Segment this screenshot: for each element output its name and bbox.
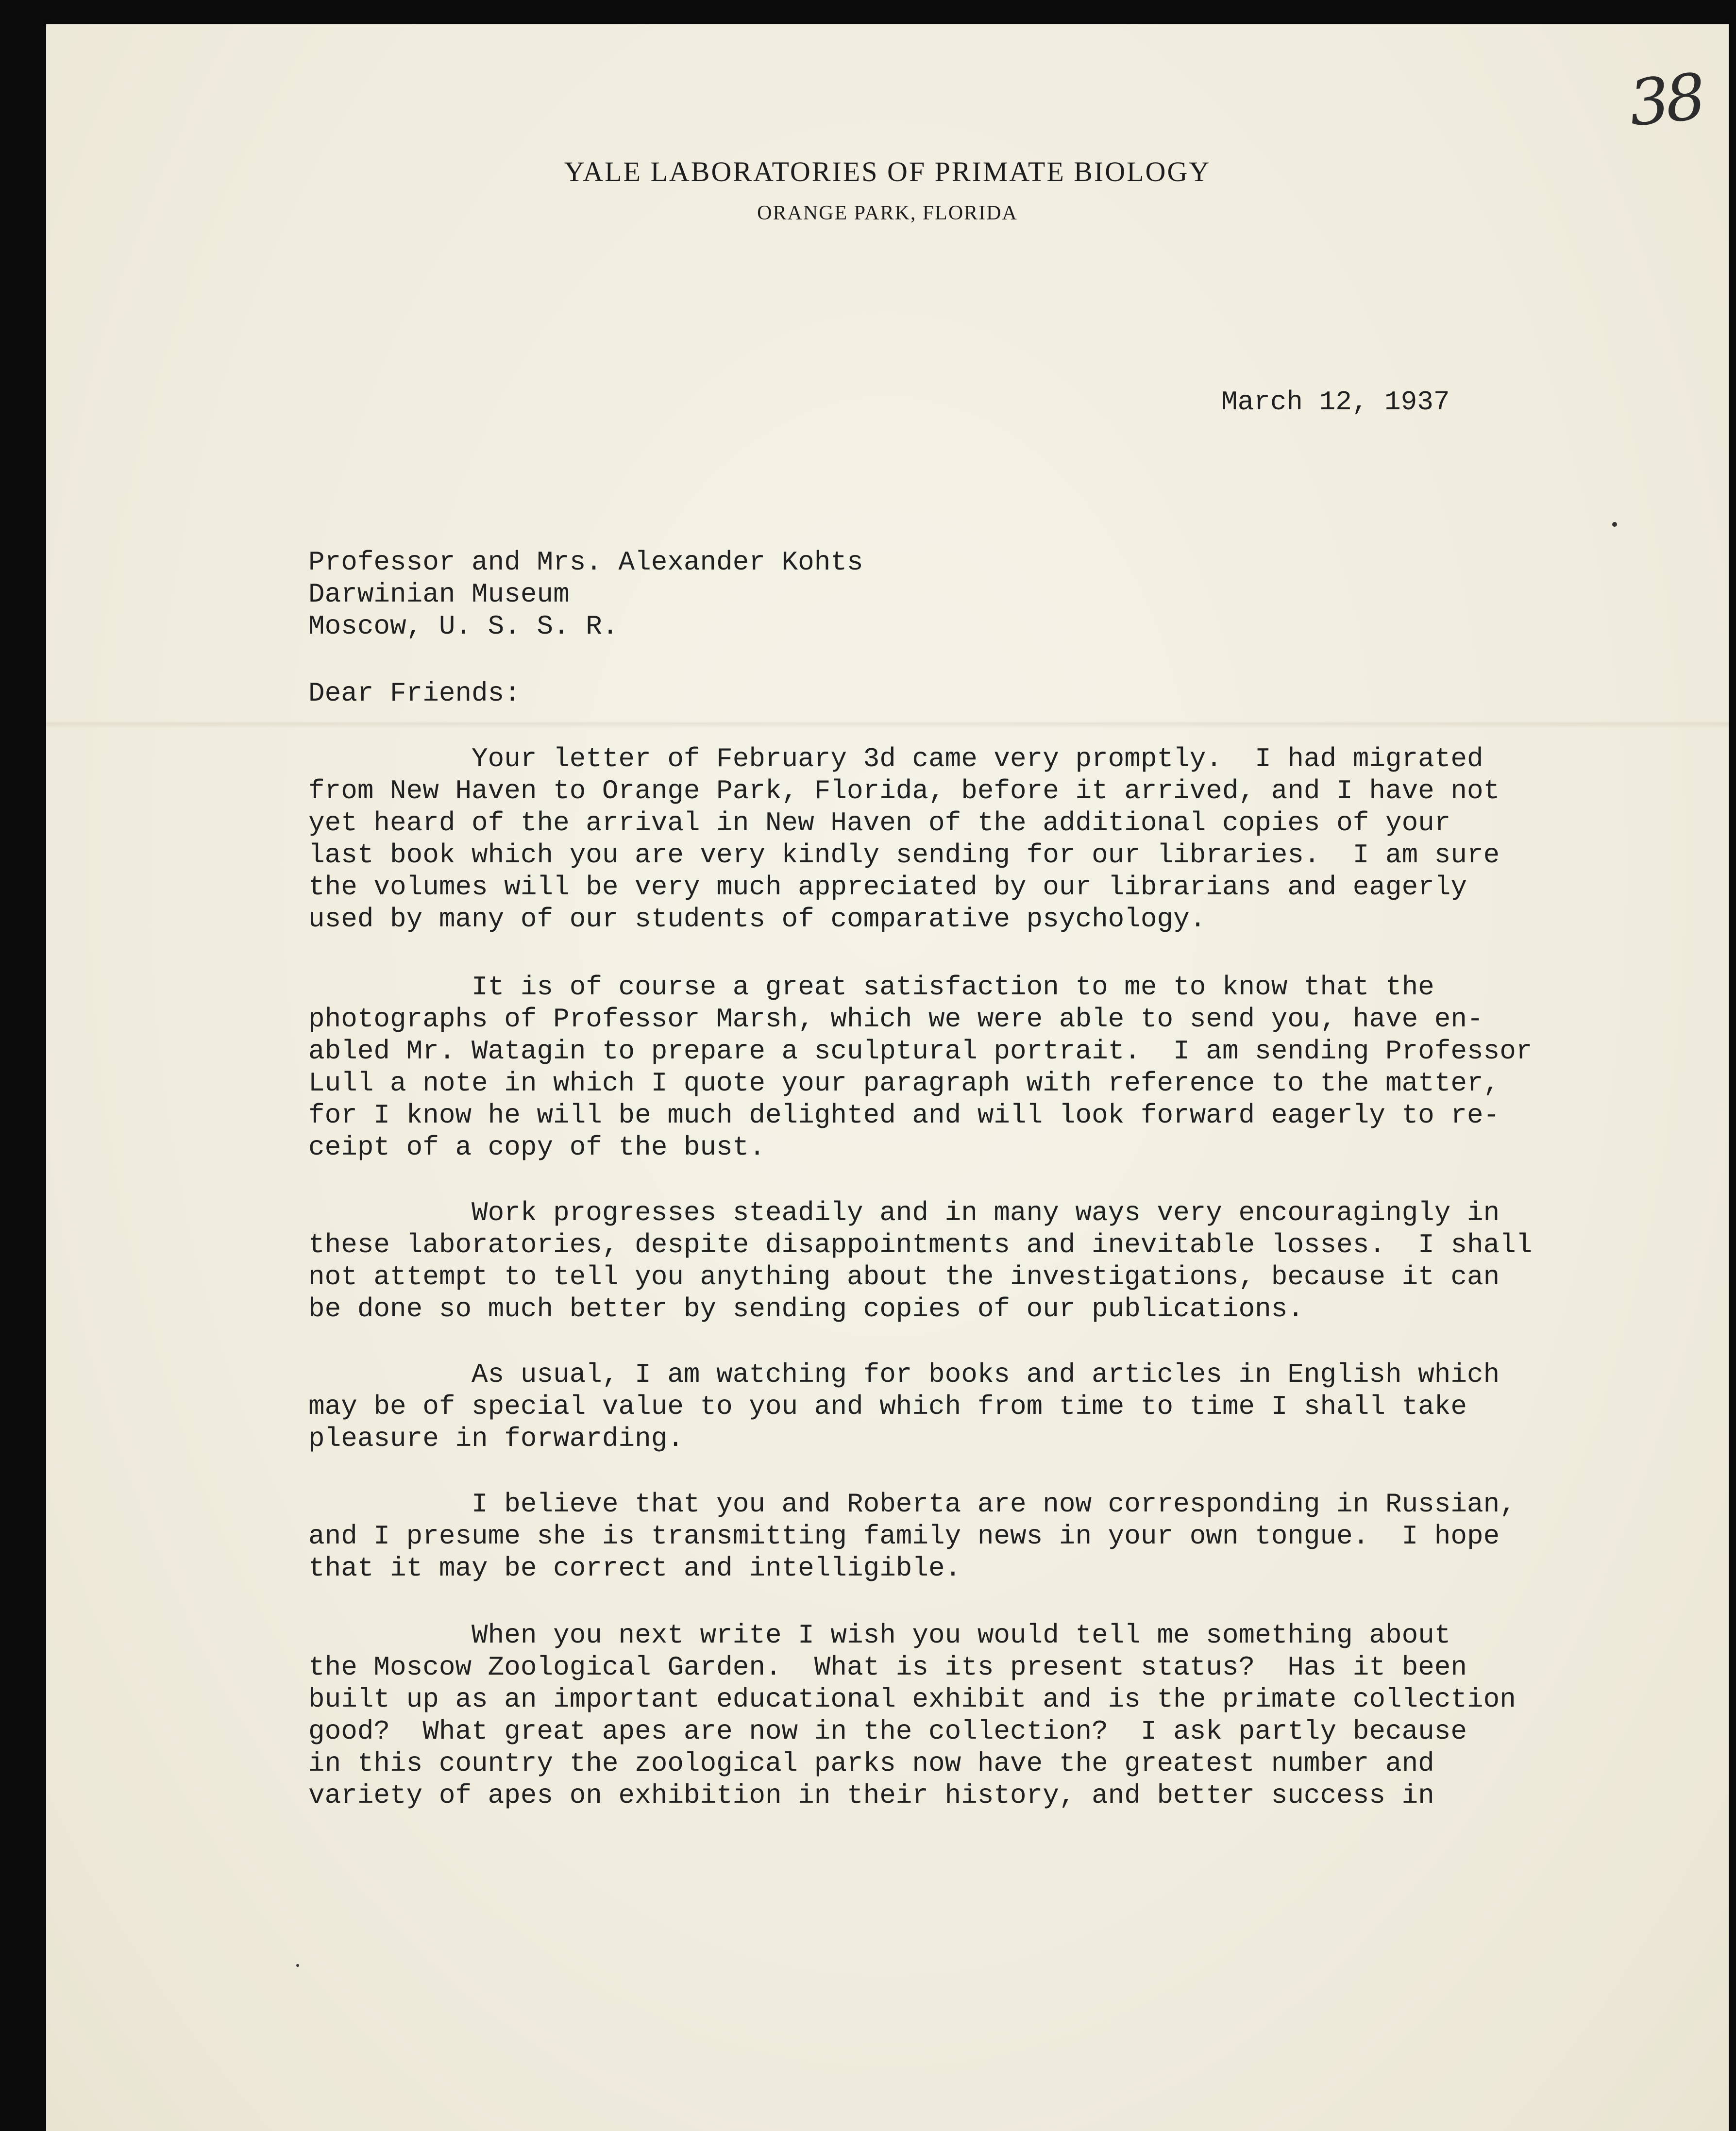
- letter-date: March 12, 1937: [1221, 386, 1450, 418]
- body-paragraph-3: Work progresses steadily and in many ways very encouragingly in these laboratories, despite disappointments and inevitable losses. I shall not attempt to tell you anything about the investigations, because it can be done so much better by sending copies of our publications.: [308, 1197, 1533, 1325]
- body-paragraph-6: When you next write I wish you would tell me something about the Moscow Zoological Garden. What is its present status? Has it been built up as an important educational exhibit and is the primate collection good? What great apes are now in the collection? I ask partly because in this country the zoological parks now have the greatest number and variety of apes on exhibition in their history, and better success in: [308, 1620, 1516, 1811]
- body-paragraph-5: I believe that you and Roberta are now corresponding in Russian, and I presume she is transmitting family news in your own tongue. I hope that it may be correct and intelligible.: [308, 1489, 1516, 1584]
- letter-page: [46, 24, 1729, 2131]
- address-line-3: Moscow, U. S. S. R.: [308, 611, 619, 642]
- address-line-2: Darwinian Museum: [308, 579, 570, 610]
- body-paragraph-2: It is of course a great satisfaction to me to know that the photographs of Professor Marsh, which we were able to send you, have en- abled Mr. Watagin to prepare a sculptural portrait. I am sending Professor Lull a note in which I quote your paragraph with reference to the matter, for I know he will be much delighted and will look forward eagerly to re- ceipt of a copy of the bust.: [308, 972, 1533, 1163]
- paper-speck: [296, 1964, 299, 1967]
- recipient-address: [308, 546, 863, 642]
- letterhead-institution: YALE LABORATORIES OF PRIMATE BIOLOGY: [564, 156, 1211, 187]
- salutation: Dear Friends:: [308, 678, 521, 709]
- body-paragraph-1: Your letter of February 3d came very promptly. I had migrated from New Haven to Orange Park, Florida, before it arrived, and I have not yet heard of the arrival in New Haven of the additional copies of your last book which you are very kindly sending for our libraries. I am sure the volumes will be very much appreciated by our librarians and eagerly used by many of our students of comparative psychology.: [308, 743, 1500, 935]
- body-paragraph-4: As usual, I am watching for books and articles in English which may be of special value to you and which from time to time I shall take pleasure in forwarding.: [308, 1359, 1500, 1454]
- archive-number-mark: 38: [1625, 59, 1705, 141]
- letterhead-location: ORANGE PARK, FLORIDA: [757, 202, 1018, 224]
- paper-speck: [1612, 522, 1617, 527]
- address-line-1: Professor and Mrs. Alexander Kohts: [308, 547, 863, 578]
